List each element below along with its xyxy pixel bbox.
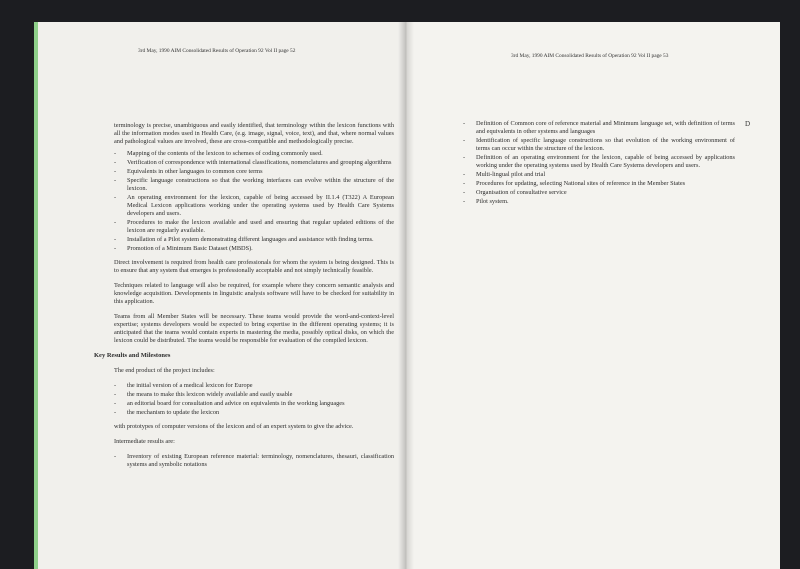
list-item: - Organisation of consultative service — [463, 189, 567, 196]
list-item: - Mapping of the contents of the lexicon to schemes of coding commonly used. — [114, 150, 323, 157]
dash: - — [463, 171, 466, 178]
list-item: - the mechanism to update the lexicon — [114, 409, 220, 416]
dash: - — [114, 391, 117, 398]
bullet-list-end-product — [114, 382, 394, 417]
dash: - — [114, 168, 117, 175]
paragraph-end-product: The end product of the project includes: — [114, 367, 215, 374]
dash: - — [463, 189, 466, 196]
margin-marker: D — [745, 120, 751, 128]
right-page-body — [463, 120, 735, 212]
list-item: - Definition of Common core of reference material and Minimum language set, with definition of terms and equivalents in other systems and languages — [463, 120, 735, 135]
dash: - — [114, 453, 117, 460]
bullet-list-definitions — [463, 120, 735, 206]
list-item: - Equivalents in other languages to common core terms — [114, 168, 263, 175]
book-spine — [398, 22, 414, 569]
dash: - — [114, 194, 117, 201]
list-item: - Inventory of existing European reference material: terminology, nomenclatures, thesauri, classification systems and symbolic notations — [114, 453, 394, 468]
page-header: 3rd May, 1990 AIM Consolidated Results of Operation 92 Vol II page 52 — [138, 48, 296, 54]
list-item: - Specific language constructions so that the working interfaces can evolve within the structure of the lexicon. — [114, 177, 394, 192]
right-page — [405, 22, 780, 569]
dash: - — [114, 382, 117, 389]
list-item: - Identification of specific language constructions so that evolution of the working environment of terms can occur within the structure of the lexicon. — [463, 137, 735, 152]
list-item: - Procedures for updating, selecting National sites of reference in the Member States — [463, 180, 686, 187]
dash: - — [463, 198, 466, 205]
left-page-body — [94, 122, 394, 475]
dash: - — [463, 120, 466, 127]
list-item: - Procedures to make the lexicon available and used and ensuring that regular updated editions of the lexicon are regularly available. — [114, 219, 394, 234]
list-item: - Promotion of a Minimum Basic Dataset (MBDS). — [114, 245, 253, 252]
dash: - — [463, 137, 466, 144]
paragraph-intermediate: Intermediate results are: — [114, 438, 175, 445]
left-page — [34, 22, 405, 569]
paragraph-teams: Teams from all Member States will be necessary. These teams would provide the word-and-context-level expertise; systems developers would be expected to bring expertise in the different operating systems; it is anticipated that the teams would contain experts in mastering the media, possibly optical disks, on which the lexicon could be distributed. The teams would be responsible for evaluation of the compiled lexicon. — [114, 313, 394, 344]
paragraph-language-techniques: Techniques related to language will also be required, for example where they concern semantic analysis and knowledge acquisition. Developments in linguistic analysis software will have to be checked for suitability in this application. — [114, 282, 394, 305]
list-item: - the initial version of a medical lexicon for Europe — [114, 382, 253, 389]
dash: - — [114, 245, 117, 252]
list-item: - an editorial board for consultation and advice on equivalents in the working languages — [114, 400, 345, 407]
dash: - — [114, 236, 117, 243]
list-item: - Multi-lingual pilot and trial — [463, 171, 546, 178]
dash: - — [114, 159, 117, 166]
dash: - — [114, 219, 117, 226]
dash: - — [114, 150, 117, 157]
dash: - — [114, 177, 117, 184]
page-header: 3rd May, 1990 AIM Consolidated Results of Operation 92 Vol II page 53 — [511, 53, 669, 59]
section-heading: Key Results and Milestones — [94, 352, 171, 359]
bullet-list-intermediate — [114, 453, 394, 469]
continuation-paragraph: terminology is precise, unambiguous and easily identified, that terminology within the lexicon functions with all the information modes used in Health Care, (e.g. image, signal, voice, text), and that, where normal values and pathological values are involved, these are cross-compatible and methodologically precise. — [114, 122, 394, 145]
dash: - — [114, 400, 117, 407]
dash: - — [463, 180, 466, 187]
list-item: - Verification of correspondence with international classifications, nomenclatures and grouping algorithms — [114, 159, 392, 166]
paragraph-prototypes: with prototypes of computer versions of the lexicon and of an expert system to give the advice. — [114, 423, 354, 430]
dash: - — [463, 154, 466, 161]
bullet-list-lexicon-tasks — [114, 150, 394, 253]
list-item: - Definition of an operating environment for the lexicon, capable of being accessed by applications working under the operating systems used by Health Care Systems developers and users. — [463, 154, 735, 169]
list-item: - Pilot system. — [463, 198, 509, 205]
list-item: - Installation of a Pilot system demonstrating different languages and assistance with finding terms. — [114, 236, 374, 243]
list-item: - An operating environment for the lexicon, capable of being accessed by II.1.4 (T322) A European Medical Lexicon applications working under the operating systems used by Health Care Systems developers and users. — [114, 194, 394, 217]
dash: - — [114, 409, 117, 416]
paragraph-professional-involvement: Direct involvement is required from health care professionals for whom the system is being designed. This is to ensure that any system that emerges is professionally acceptable and not simply technically feasible. — [114, 259, 394, 274]
list-item: - the means to make this lexicon widely available and easily usable — [114, 391, 293, 398]
